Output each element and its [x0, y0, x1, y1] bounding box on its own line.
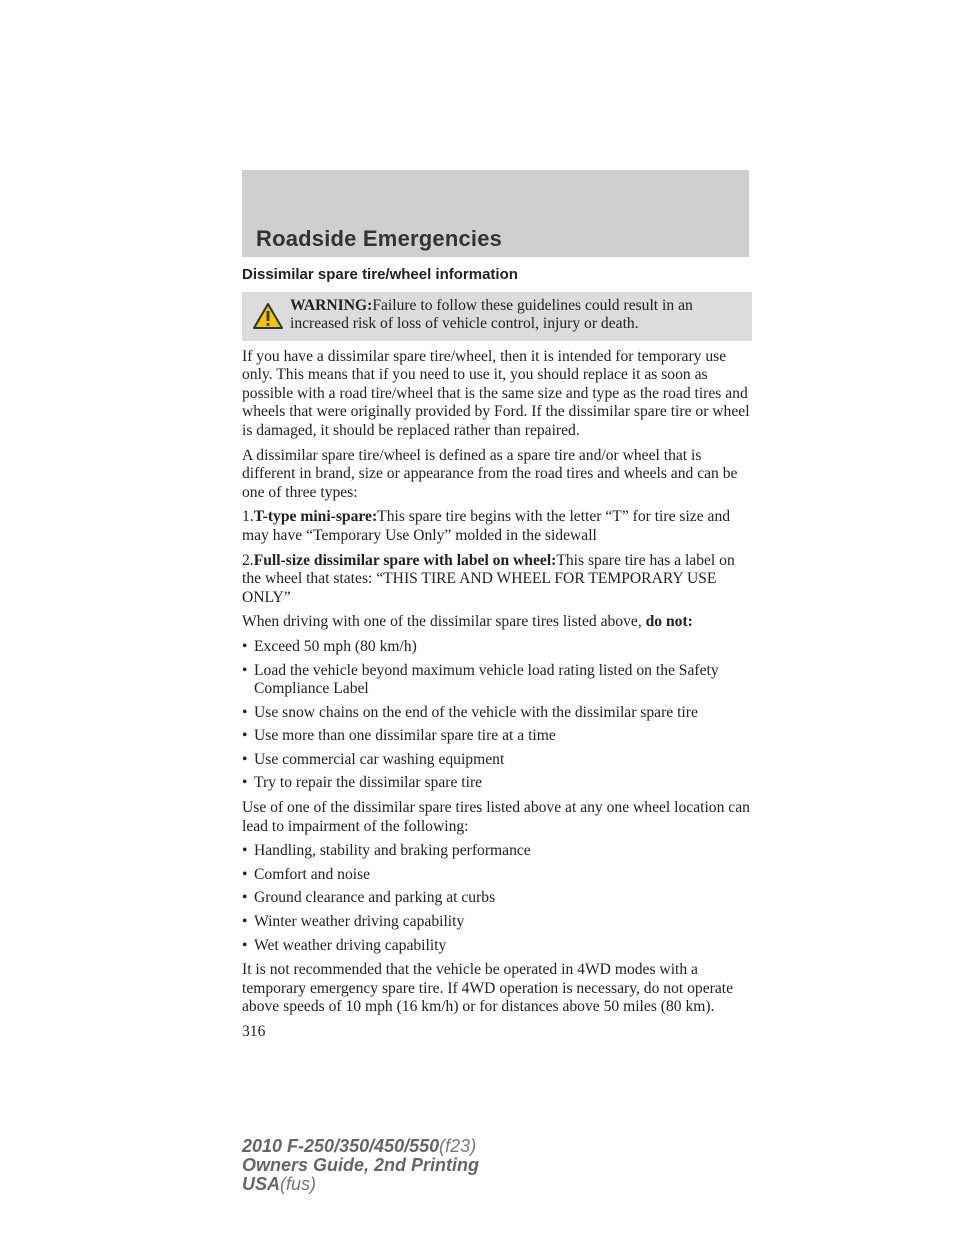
list-item: • Exceed 50 mph (80 km/h): [242, 637, 417, 655]
footer-model-code: (f23): [439, 1136, 477, 1156]
bullet-dot: •: [242, 703, 248, 721]
footer-line-guide: Owners Guide, 2nd Printing: [242, 1155, 480, 1175]
list-item: • Load the vehicle beyond maximum vehicle load rating listed on the Safety Compliance Label: [242, 661, 719, 698]
footer-region-code: (fus): [280, 1174, 317, 1194]
bullet-dot: •: [242, 727, 248, 745]
type-number: 2.: [242, 551, 254, 569]
page-number: 316: [242, 1023, 266, 1040]
footer-line-model: 2010 F-250/350/450/550(f23): [242, 1136, 477, 1156]
page-content: [242, 266, 752, 1042]
do-not-lead: When driving with one of the dissimilar spare tires listed above,: [242, 613, 642, 631]
list-item: • Winter weather driving capability: [242, 913, 465, 931]
list-item: • Try to repair the dissimilar spare tire: [242, 774, 483, 792]
bullet-dot: •: [242, 889, 248, 907]
list-item: • Use snow chains on the end of the vehicle with the dissimilar spare tire: [242, 703, 698, 721]
do-not-list: [242, 638, 752, 793]
list-item: • Wet weather driving capability: [242, 936, 447, 954]
footer: [242, 1137, 479, 1194]
list-item: • Comfort and noise: [242, 865, 371, 883]
type-label: Full-size dissimilar spare with label on wheel:: [253, 551, 557, 569]
subhead: Dissimilar spare tire/wheel information: [242, 266, 518, 283]
bullet-dot: •: [242, 865, 248, 883]
do-not-label: do not:: [645, 613, 693, 631]
list-item: • Handling, stability and braking performance: [242, 842, 531, 860]
warning-label: WARNING:: [290, 296, 373, 314]
type-item-1: [242, 508, 752, 545]
type-text: This spare tire has a label on the wheel that states: “THIS TIRE AND WHEEL FOR TEMPORARY USE ONLY”: [242, 551, 735, 606]
bullet-dot: •: [242, 774, 248, 792]
paragraph-do-not: [242, 613, 752, 632]
paragraph-definition: A dissimilar spare tire/wheel is defined as a spare tire and/or wheel that is different in brand, size or appearance from the road tires and wheels and can be one of three types:: [242, 446, 738, 501]
paragraph-intro: If you have a dissimilar spare tire/wheel, then it is intended for temporary use only. This means that if you need to use it, you should replace it as soon as possible with a road tire/wheel that is the same size and type as the road tires and wheels that were originally provided by Ford. If the dissimilar spare tire or wheel is damaged, it should be replaced rather than repaired.: [242, 347, 750, 439]
warning-text: [290, 297, 745, 334]
bullet-dot: •: [242, 661, 248, 679]
warning-box: [242, 292, 752, 341]
list-item: • Use more than one dissimilar spare tire at a time: [242, 727, 556, 745]
bullet-dot: •: [242, 913, 248, 931]
bullet-dot: •: [242, 936, 248, 954]
bullet-dot: •: [242, 750, 248, 768]
section-title: Roadside Emergencies: [256, 226, 503, 251]
type-number: 1.: [242, 508, 254, 526]
type-label: T-type mini-spare:: [253, 508, 378, 526]
list-item: • Ground clearance and parking at curbs: [242, 889, 496, 907]
bullet-dot: •: [242, 842, 248, 860]
bullet-dot: •: [242, 637, 248, 655]
warning-message: Failure to follow these guidelines could result in an increased risk of loss of vehicle control, injury or death.: [290, 296, 693, 333]
paragraph-4wd: It is not recommended that the vehicle be operated in 4WD modes with a temporary emergency spare tire. If 4WD operation is necessary, do not operate above speeds of 10 mph (16 km/h) or for distances above 50 miles (80 km).: [242, 961, 734, 1016]
type-text: This spare tire begins with the letter “T” for tire size and may have “Temporary Use Only” molded in the sidewall: [242, 508, 731, 544]
paragraph-impairment: Use of one of the dissimilar spare tires listed above at any one wheel location can lead to impairment of the following:: [242, 799, 750, 835]
warning-triangle-icon: [252, 302, 284, 330]
list-item: • Use commercial car washing equipment: [242, 750, 505, 768]
footer-line-region: USA(fus): [242, 1174, 317, 1194]
impairment-list: [242, 842, 752, 955]
type-item-2: [242, 552, 752, 608]
